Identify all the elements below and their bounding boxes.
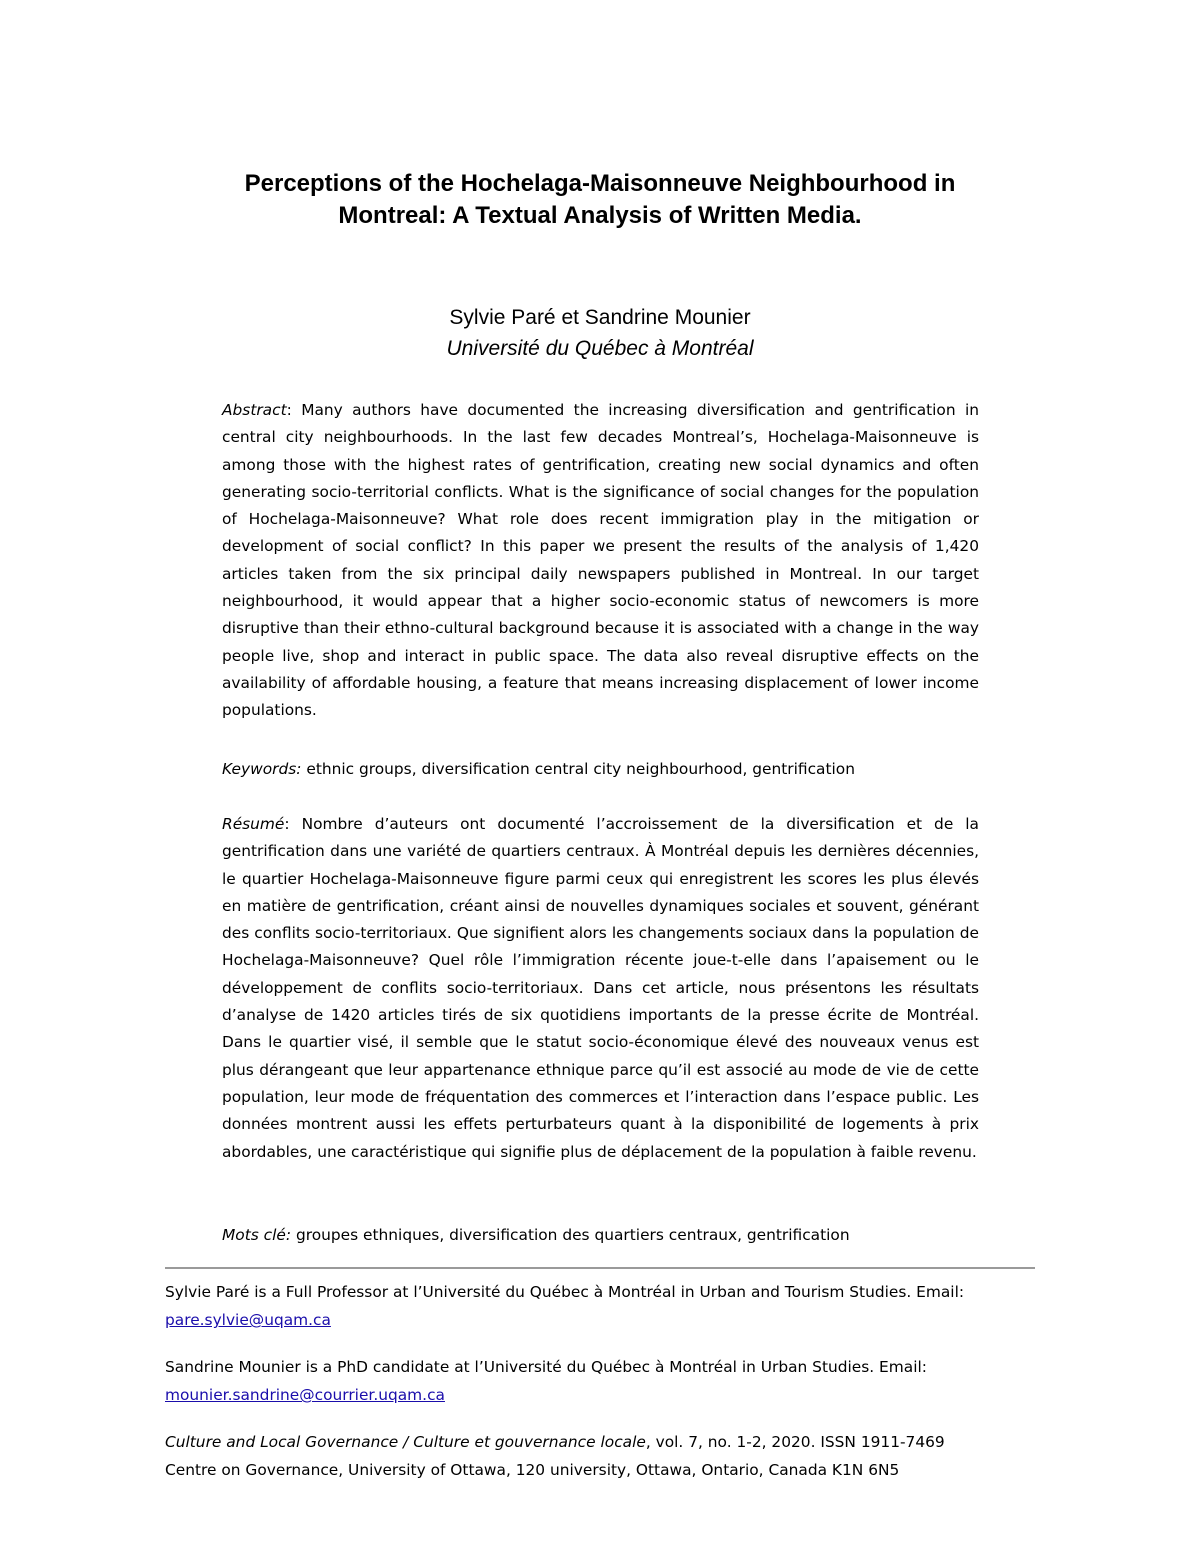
keywords-label: Keywords: [222,760,302,778]
resume-label: Résumé [222,815,285,833]
abstract-text: Many authors have documented the increasing diversification and gentrification in central city neighbourhoods. In the last few decades Montreal’s, Hochelaga-Maisonneuve is among those with the highest rates of gentrification, creating new social dynamics and often generating socio-territorial conflicts. What is the significance of social changes for the population of Hochelaga-Maisonneuve? What role does recent immigration play in the mitigation or development of social conflict? In this paper we present the results of the analysis of 1,420 articles taken from the six principal daily newspapers published in Montreal. In our target neighbourhood, it would appear that a higher socio-economic status of newcomers is more disruptive than their ethno-cultural background because it is associated with a change in the way people live, shop and interact in public space. The data also reveal disruptive effects on the availability of affordable housing, a feature that means increasing displacement of lower income populations. [222,401,980,720]
title-line-1: Perceptions of the Hochelaga-Maisonneuve Neighbourhood in [244,170,956,197]
bio-pare-text: Sylvie Paré is a Full Professor at l’Université du Québec à Montréal in Urban and Tourism Studies. Email: [165,1283,965,1301]
motscle-text: groupes ethniques, diversification des quartiers centraux, gentrification [295,1226,850,1244]
keywords-text: ethnic groups, diversification central city neighbourhood, gentrification [306,760,855,778]
journal-details: , vol. 7, no. 1-2, 2020. ISSN 1911-7469 [645,1433,945,1451]
paper-title [150,168,1050,232]
resume-text: Nombre d’auteurs ont documenté l’accroissement de la diversification et de la gentrification dans une variété de quartiers centraux. À Montréal depuis les dernières décennies, le quartier Hochelaga-Maisonneuve figure parmi ceux qui enregistrent les scores les plus élevés en matière de gentrification, créant ainsi de nouvelles dynamiques sociales et souvent, générant des conflits socio-territoriaux. Que signifient alors les changements sociaux dans la population de Hochelaga-Maisonneuve? Quel rôle l’immigration récente joue-t-elle dans l’apaisement ou le développement de conflits socio-territoriaux. Dans cet article, nous présentons les résultats d’analyse de 1420 articles tirés de six quotidiens importants de la presse écrite de Montréal. Dans le quartier visé, il semble que le statut socio-économique élevé des nouveaux venus est plus dérangeant que leur appartenance ethnique parce qu’il est associé au mode de vie de cette population, leur mode de fréquentation des commerces et l’interaction dans l’espace public. Les données montrent aussi les effets perturbateurs quant à la disponibilité de logements à prix abordables, une caractéristique qui signifie plus de déplacement de la population à faible revenu. [222,815,979,1161]
motscle-label: Mots clé: [222,1226,292,1244]
footnote-bio-pare [165,1278,1035,1335]
footnote-divider [165,1267,1035,1269]
resume-paragraph: Résumé: Nombre d’auteurs ont documenté l’accroissement de la diversification et de la gentrification dans une variété de quartiers centraux. À Montréal depuis les dernières décennies, le quartier Hochelaga-Maisonneuve figure parmi ceux qui enregistrent les scores les plus élevés en matière de gentrification, créant ainsi de nouvelles dynamiques sociales et souvent, générant des conflits socio-territoriaux. Que signifient alors les changements sociaux dans la population de Hochelaga-Maisonneuve? Quel rôle l’immigration récente joue-t-elle dans l’apaisement ou le développement de conflits socio-territoriaux. Dans cet article, nous présentons les résultats d’analyse de 1420 articles tirés de six quotidiens importants de la presse écrite de Montréal. Dans le quartier visé, il semble que le statut socio-économique élevé des nouveaux venus est plus dérangeant que leur appartenance ethnique parce qu’il est associé au mode de vie de cette population, leur mode de fréquentation des commerces et l’interaction dans l’espace public. Les données montrent aussi les effets perturbateurs quant à la disponibilité de logements à prix abordables, une caractéristique qui signifie plus de déplacement de la population à faible revenu. [222,815,979,1161]
bio-mounier-text: Sandrine Mounier is a PhD candidate at l’Université du Québec à Montréal in Urban Studies. Email: [165,1358,927,1376]
abstract-label: Abstract [222,401,287,419]
publisher-line: Centre on Governance, University of Ottawa, 120 university, Ottawa, Ontario, Canada K1N 6N5 [165,1461,900,1480]
motscle-line [222,1222,979,1249]
footnote-bio-mounier [165,1353,1035,1410]
abstract-paragraph: Abstract: Many authors have documented the increasing diversification and gentrification in central city neighbourhoods. In the last few decades Montreal’s, Hochelaga-Maisonneuve is among those with the highest rates of gentrification, creating new social dynamics and often generating socio-territorial conflicts. What is the significance of social changes for the population of Hochelaga-Maisonneuve? What role does recent immigration play in the mitigation or development of social conflict? In this paper we present the results of the analysis of 1,420 articles taken from the six principal daily newspapers published in Montreal. In our target neighbourhood, it would appear that a higher socio-economic status of newcomers is more disruptive than their ethno-cultural background because it is associated with a change in the way people live, shop and interact in public space. The data also reveal disruptive effects on the availability of affordable housing, a feature that means increasing displacement of lower income populations. [222,401,980,720]
journal-citation [165,1428,1035,1485]
keywords-line [222,756,979,783]
title-line-2: Montreal: A Textual Analysis of Written Media. [338,202,862,229]
affiliation: Université du Québec à Montréal [446,337,754,360]
authors: Sylvie Paré et Sandrine Mounier [449,306,751,329]
email-link-mounier[interactable]: mounier.sandrine@courrier.uqam.ca [165,1386,445,1405]
journal-name: Culture and Local Governance / Culture et gouvernance locale [165,1433,646,1451]
email-link-pare[interactable]: pare.sylvie@uqam.ca [165,1311,331,1330]
